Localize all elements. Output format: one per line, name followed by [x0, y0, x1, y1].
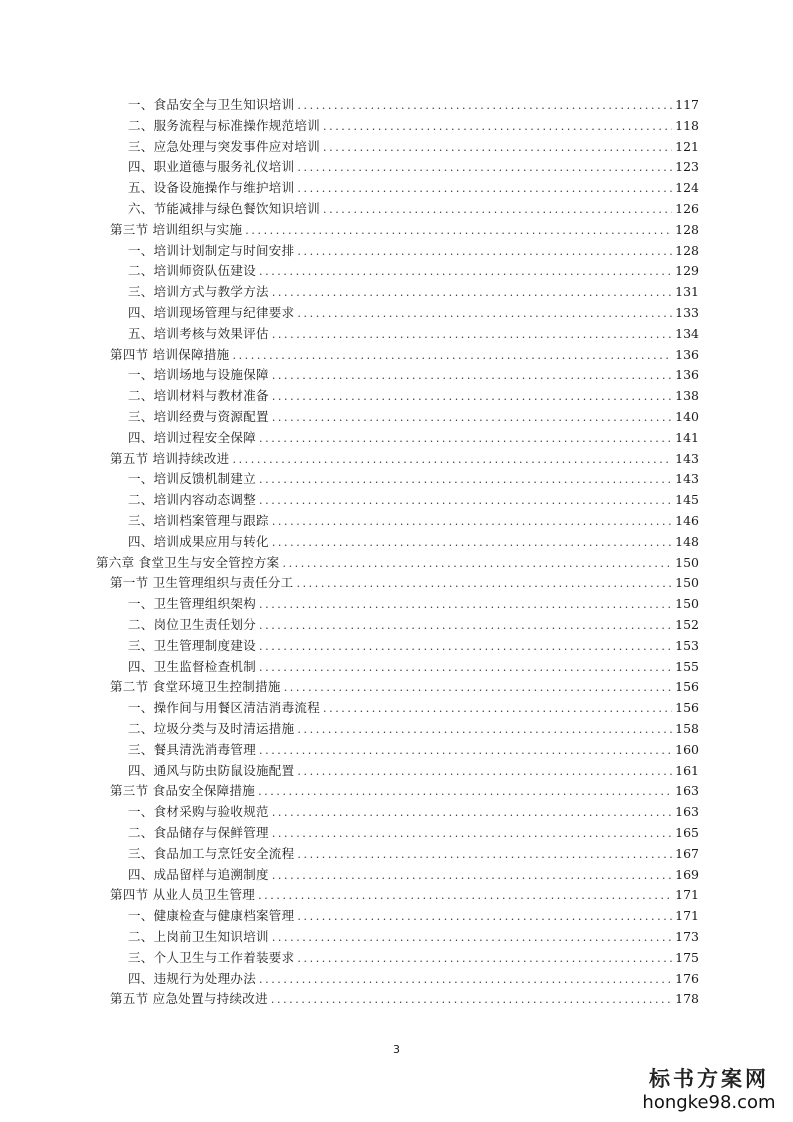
toc-entry[interactable] [128, 428, 699, 448]
toc-entry-page: 156 [675, 700, 699, 716]
toc-entry[interactable] [128, 865, 699, 885]
toc-entry-title: 二、食品储存与保鲜管理 [128, 825, 269, 840]
toc-entry-page: 141 [675, 429, 699, 445]
toc-dot-leader [272, 366, 672, 386]
toc-dot-leader [259, 741, 672, 761]
toc-entry-title: 四、培训现场管理与纪律要求 [128, 305, 295, 320]
toc-entry-title: 四、培训成果应用与转化 [128, 533, 269, 549]
toc-dot-leader [297, 949, 672, 969]
toc-entry-page: 169 [675, 866, 699, 882]
toc-entry-title: 四、成品留样与追溯制度 [128, 866, 269, 882]
toc-entry-page: 136 [675, 367, 699, 383]
toc-dot-leader [245, 221, 672, 241]
toc-dot-leader [272, 325, 672, 345]
toc-entry-page: 118 [675, 117, 699, 133]
toc-entry-title: 三、食品加工与烹饪安全流程 [128, 845, 295, 861]
toc-entry[interactable] [128, 594, 699, 614]
toc-entry[interactable] [128, 927, 699, 947]
toc-entry-title: 三、卫生管理制度建设 [128, 637, 257, 653]
toc-entry-page: 160 [675, 741, 699, 757]
toc-entry[interactable] [128, 615, 699, 635]
toc-entry-title: 一、食材采购与验收规范 [128, 804, 269, 820]
toc-entry-title: 第六章 食堂卫生与安全管控方案 [96, 554, 280, 570]
toc-entry[interactable] [128, 761, 699, 781]
toc-dot-leader [272, 283, 672, 303]
toc-dot-leader [259, 970, 672, 990]
toc-entry-title: 四、职业道德与服务礼仪培训 [128, 159, 295, 175]
toc-dot-leader [232, 346, 672, 366]
toc-entry-page: 167 [675, 845, 699, 861]
toc-dot-leader [297, 720, 672, 740]
toc-entry-title: 三、培训经费与资源配置 [128, 409, 269, 424]
toc-entry[interactable] [128, 469, 699, 489]
toc-entry[interactable] [128, 802, 699, 822]
toc-dot-leader [259, 262, 672, 282]
toc-entry[interactable] [128, 386, 699, 406]
toc-entry[interactable] [128, 241, 699, 261]
toc-dot-leader [323, 699, 672, 719]
toc-entry[interactable] [128, 740, 699, 760]
toc-entry[interactable] [110, 677, 699, 697]
toc-dot-leader [272, 803, 672, 823]
site-watermark [639, 1066, 779, 1114]
toc-entry[interactable] [128, 906, 699, 926]
toc-entry-page: 175 [675, 949, 699, 965]
toc-dot-leader [323, 200, 672, 220]
toc-entry[interactable] [110, 573, 699, 593]
toc-entry-page: 146 [675, 513, 699, 528]
watermark-url: hongke98.com [642, 1092, 776, 1113]
toc-entry-page: 129 [675, 263, 699, 279]
toc-dot-leader [272, 387, 672, 407]
toc-entry[interactable] [128, 719, 699, 739]
toc-entry-page: 165 [675, 825, 699, 840]
toc-dot-leader [271, 990, 672, 1010]
toc-entry-page: 138 [675, 388, 699, 404]
toc-dot-leader [323, 138, 672, 158]
toc-entry-page: 145 [675, 492, 699, 508]
toc-entry-title: 一、培训反馈机制建立 [128, 471, 257, 487]
toc-entry[interactable] [110, 220, 699, 240]
toc-entry[interactable] [128, 698, 699, 718]
toc-entry-page: 134 [675, 325, 699, 341]
toc-dot-leader [259, 616, 672, 636]
toc-entry-title: 三、培训方式与教学方法 [128, 284, 269, 300]
toc-entry-page: 136 [675, 346, 699, 362]
toc-entry[interactable] [110, 781, 699, 801]
toc-dot-leader [272, 408, 672, 428]
toc-entry-title: 第五节 培训持续改进 [110, 450, 230, 466]
toc-entry-page: 158 [675, 721, 699, 736]
toc-entry[interactable] [128, 657, 699, 677]
toc-entry-title: 三、应急处理与突发事件应对培训 [128, 138, 321, 154]
toc-entry-title: 二、上岗前卫生知识培训 [128, 929, 269, 944]
toc-entry[interactable] [110, 885, 699, 905]
toc-entry-title: 四、培训过程安全保障 [128, 429, 257, 445]
toc-entry-page: 156 [675, 679, 699, 695]
toc-entry-page: 178 [675, 991, 699, 1007]
toc-entry-page: 152 [675, 617, 699, 632]
toc-entry-page: 163 [675, 804, 699, 820]
toc-entry[interactable] [128, 137, 699, 157]
toc-entry-title: 二、培训材料与教材准备 [128, 388, 269, 404]
toc-entry-page: 150 [675, 575, 699, 591]
toc-dot-leader [297, 96, 672, 116]
toc-entry-title: 第三节 食品安全保障措施 [110, 783, 256, 799]
toc-entry-title: 四、卫生监督检查机制 [128, 658, 257, 674]
toc-dot-leader [284, 678, 672, 698]
toc-entry-page: 153 [675, 637, 699, 653]
toc-entry[interactable] [128, 365, 699, 385]
toc-entry-page: 117 [675, 97, 699, 112]
toc-dot-leader [259, 470, 672, 490]
toc-dot-leader [297, 242, 672, 262]
toc-entry-page: 133 [675, 305, 699, 320]
toc-dot-leader [297, 845, 672, 865]
toc-entry[interactable] [128, 948, 699, 968]
toc-entry-title: 三、个人卫生与工作着装要求 [128, 949, 295, 965]
toc-dot-leader [258, 886, 672, 906]
page-number: 3 [393, 1043, 400, 1056]
toc-dot-leader [296, 574, 672, 594]
toc-entry-title: 一、食品安全与卫生知识培训 [128, 97, 295, 112]
toc-entry-title: 第四节 培训保障措施 [110, 346, 230, 362]
toc-dot-leader [297, 762, 672, 782]
toc-entry-title: 三、培训档案管理与跟踪 [128, 513, 269, 528]
toc-entry[interactable] [128, 157, 699, 177]
toc-entry[interactable] [128, 969, 699, 989]
toc-dot-leader [272, 824, 672, 844]
toc-entry-title: 二、岗位卫生责任划分 [128, 617, 257, 632]
toc-entry-page: 163 [675, 783, 699, 799]
toc-entry-title: 四、通风与防虫防鼠设施配置 [128, 762, 295, 778]
toc-entry-title: 二、培训内容动态调整 [128, 492, 257, 508]
toc-dot-leader [272, 928, 672, 948]
toc-entry-title: 二、培训师资队伍建设 [128, 263, 257, 279]
toc-dot-leader [259, 595, 672, 615]
toc-entry-title: 一、健康检查与健康档案管理 [128, 908, 295, 924]
toc-entry[interactable] [128, 282, 699, 302]
toc-dot-leader [272, 866, 672, 886]
watermark-site-name: 标书方案网 [649, 1066, 769, 1091]
toc-entry-page: 171 [675, 908, 699, 924]
toc-entry-page: 143 [675, 450, 699, 466]
toc-entry-title: 一、操作间与用餐区清洁消毒流程 [128, 700, 321, 716]
toc-entry-title: 六、节能减排与绿色餐饮知识培训 [128, 201, 321, 216]
toc-entry-title: 二、垃圾分类与及时清运措施 [128, 721, 295, 736]
toc-dot-leader [297, 907, 672, 927]
toc-entry-title: 第三节 培训组织与实施 [110, 221, 243, 237]
toc-dot-leader [259, 658, 672, 678]
toc-dot-leader [259, 429, 672, 449]
toc-entry-page: 150 [675, 554, 699, 570]
toc-entry-title: 二、服务流程与标准操作规范培训 [128, 117, 321, 133]
toc-entry-page: 123 [675, 159, 699, 175]
toc-entry-page: 143 [675, 471, 699, 487]
toc-entry-title: 第五节 应急处置与持续改进 [110, 991, 268, 1007]
toc-dot-leader [297, 304, 672, 324]
toc-entry-page: 176 [675, 970, 699, 986]
toc-entry[interactable] [128, 324, 699, 344]
toc-dot-leader [297, 158, 672, 178]
toc-entry-page: 173 [675, 929, 699, 944]
toc-entry-page: 155 [675, 658, 699, 674]
toc-entry-page: 128 [675, 221, 699, 237]
toc-entry-title: 一、培训计划制定与时间安排 [128, 242, 295, 258]
toc-entry[interactable] [128, 823, 699, 843]
toc-entry-page: 150 [675, 596, 699, 612]
toc-entry-title: 四、违规行为处理办法 [128, 970, 257, 986]
toc-entry-page: 124 [675, 180, 699, 196]
toc-entry[interactable] [128, 490, 699, 510]
toc-entry[interactable] [128, 303, 699, 323]
toc-entry[interactable] [96, 553, 699, 573]
toc-entry-page: 140 [675, 409, 699, 424]
toc-dot-leader [258, 782, 672, 802]
toc-entry-page: 171 [675, 887, 699, 903]
toc-entry-page: 126 [675, 201, 699, 216]
toc-dot-leader [232, 450, 672, 470]
toc-entry-title: 一、培训场地与设施保障 [128, 367, 269, 383]
toc-dot-leader [272, 512, 672, 532]
toc-entry-page: 161 [675, 762, 699, 778]
toc-entry-page: 121 [675, 138, 699, 154]
toc-entry-title: 第二节 食堂环境卫生控制措施 [110, 679, 281, 695]
toc-entry[interactable] [128, 844, 699, 864]
toc-dot-leader [282, 554, 672, 574]
toc-dot-leader [272, 533, 672, 553]
toc-entry-title: 第一节 卫生管理组织与责任分工 [110, 575, 294, 591]
toc-dot-leader [323, 117, 672, 137]
toc-entry-title: 五、设备设施操作与维护培训 [128, 180, 295, 196]
toc-dot-leader [297, 179, 672, 199]
toc-entry[interactable] [128, 407, 699, 427]
toc-entry-title: 第四节 从业人员卫生管理 [110, 887, 256, 903]
toc-dot-leader [259, 491, 672, 511]
toc-entry[interactable] [128, 532, 699, 552]
toc-entry-page: 131 [675, 284, 699, 300]
toc-entry-page: 128 [675, 242, 699, 258]
toc-entry[interactable] [128, 95, 699, 115]
toc-entry[interactable] [110, 449, 699, 469]
toc-entry-title: 三、餐具清洗消毒管理 [128, 741, 257, 757]
toc-dot-leader [259, 637, 672, 657]
toc-entry-title: 五、培训考核与效果评估 [128, 325, 269, 341]
toc-entry[interactable] [128, 178, 699, 198]
toc-entry[interactable] [128, 199, 699, 219]
toc-entry-title: 一、卫生管理组织架构 [128, 596, 257, 612]
toc-entry[interactable] [110, 989, 699, 1009]
toc-entry[interactable] [110, 345, 699, 365]
toc-entry[interactable] [128, 116, 699, 136]
toc-entry-page: 148 [675, 533, 699, 549]
toc-entry[interactable] [128, 636, 699, 656]
toc-entry[interactable] [128, 261, 699, 281]
toc-entry[interactable] [128, 511, 699, 531]
